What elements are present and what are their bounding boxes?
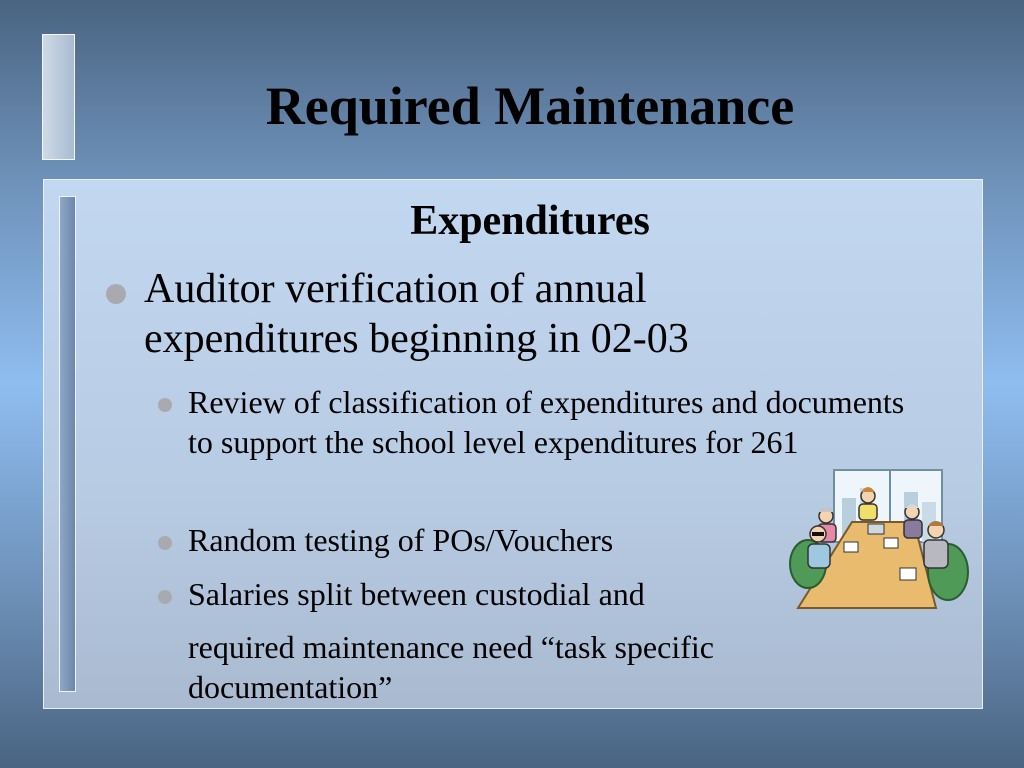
bullet-dot-icon	[106, 284, 126, 304]
slide-title: Required Maintenance	[265, 76, 795, 136]
sub-bullet-text: Salaries split between custodial and	[188, 576, 645, 612]
main-bullet-text: Auditor verification of annual expenditures beginning in 02-03	[144, 266, 689, 362]
meeting-table-clipart-icon	[782, 468, 972, 610]
sub-bullet-1	[158, 382, 908, 462]
sub-bullet-3-continuation: required maintenance need “task specific documentation”	[188, 629, 714, 705]
sub-bullet-text: Random testing of POs/Vouchers	[188, 522, 614, 558]
slide-subtitle: Expenditures	[410, 198, 650, 244]
sub-bullet-3	[158, 574, 788, 614]
content-accent-bar	[59, 196, 76, 692]
sub-bullet-2	[158, 520, 788, 560]
main-bullet	[106, 266, 864, 364]
sub-bullet-text: Review of classification of expenditures and documents to support the school level expenditures for 261	[188, 384, 905, 460]
bullet-dot-icon	[158, 398, 172, 412]
bullet-dot-icon	[158, 590, 172, 604]
bullet-dot-icon	[158, 536, 172, 550]
title-accent-bar	[42, 34, 75, 160]
